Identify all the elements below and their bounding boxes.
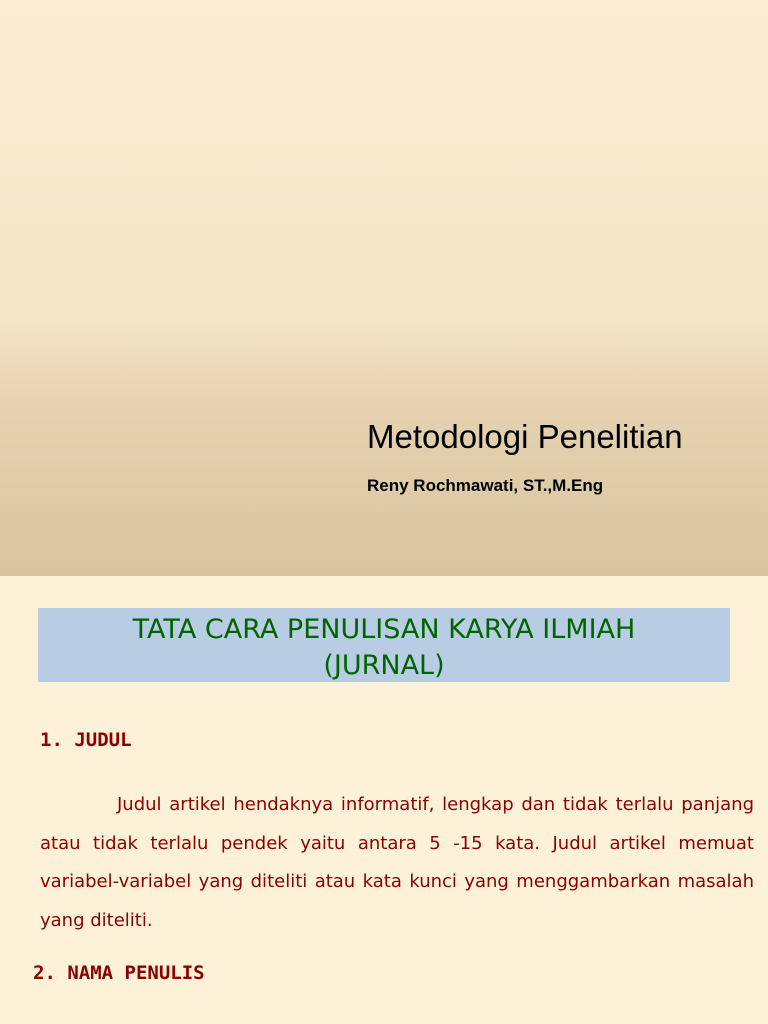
presentation-title: Metodologi Penelitian [367,418,683,455]
content-slide [0,576,768,1024]
slide-heading-line-2: (JURNAL) [323,650,445,681]
section-title-judul: 1. JUDUL [40,729,132,751]
slide-heading [38,608,730,682]
section-paragraph-judul: Judul artikel hendaknya informatif, lengkap dan tidak terlalu panjang atau tidak terlalu pendek yaitu antara 5 -15 kata. Judul artikel memuat variabel-variabel yang diteliti atau kata kunci yang menggambarkan masalah yang diteliti. [40,794,754,931]
section-title-nama-penulis: 2. NAMA PENULIS [33,962,205,984]
slide-heading-line-1: TATA CARA PENULISAN KARYA ILMIAH [132,614,636,645]
author-name: Reny Rochmawati, ST.,M.Eng [367,476,604,495]
